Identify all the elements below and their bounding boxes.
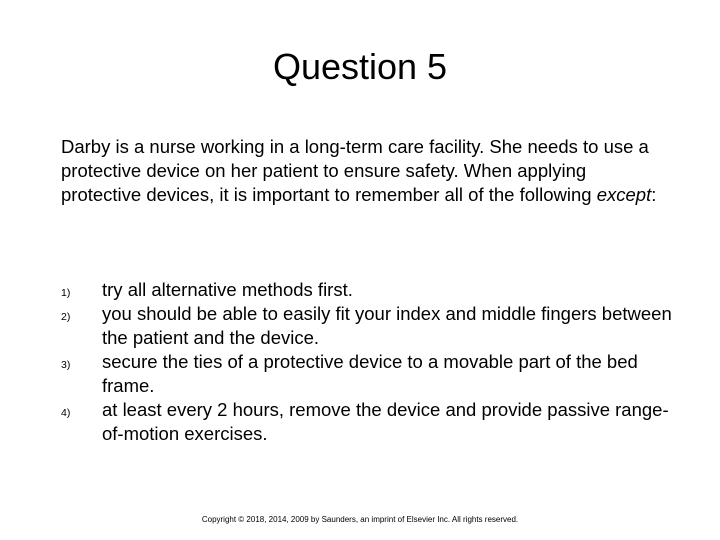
answer-options-list — [61, 278, 681, 446]
option-number: 4) — [61, 407, 71, 419]
answer-option-1 — [61, 278, 681, 302]
question-stem — [61, 135, 661, 207]
option-number: 2) — [61, 311, 71, 323]
option-text: at least every 2 hours, remove the device and provide passive range-of-motion exercises. — [102, 399, 669, 444]
copyright-footer: Copyright © 2018, 2014, 2009 by Saunders, an imprint of Elsevier Inc. All rights reserved. — [201, 515, 519, 524]
option-text: secure the ties of a protective device to a movable part of the bed frame. — [102, 351, 638, 396]
question-stem-end: : — [651, 184, 657, 205]
slide-title: Question 5 — [272, 46, 448, 87]
answer-option-3 — [61, 350, 681, 398]
question-stem-text: Darby is a nurse working in a long-term care facility. She needs to use a protective device on her patient to ensure safety. When applying protective devices, it is important to remember all of the following — [61, 136, 649, 205]
answer-option-2 — [61, 302, 681, 350]
option-text: try all alternative methods first. — [102, 279, 353, 300]
option-number: 3) — [61, 359, 71, 371]
answer-option-4 — [61, 398, 681, 446]
option-text: you should be able to easily fit your index and middle fingers between the patient and the device. — [102, 303, 672, 348]
question-stem-emphasis: except — [596, 184, 652, 205]
option-number: 1) — [61, 287, 71, 299]
